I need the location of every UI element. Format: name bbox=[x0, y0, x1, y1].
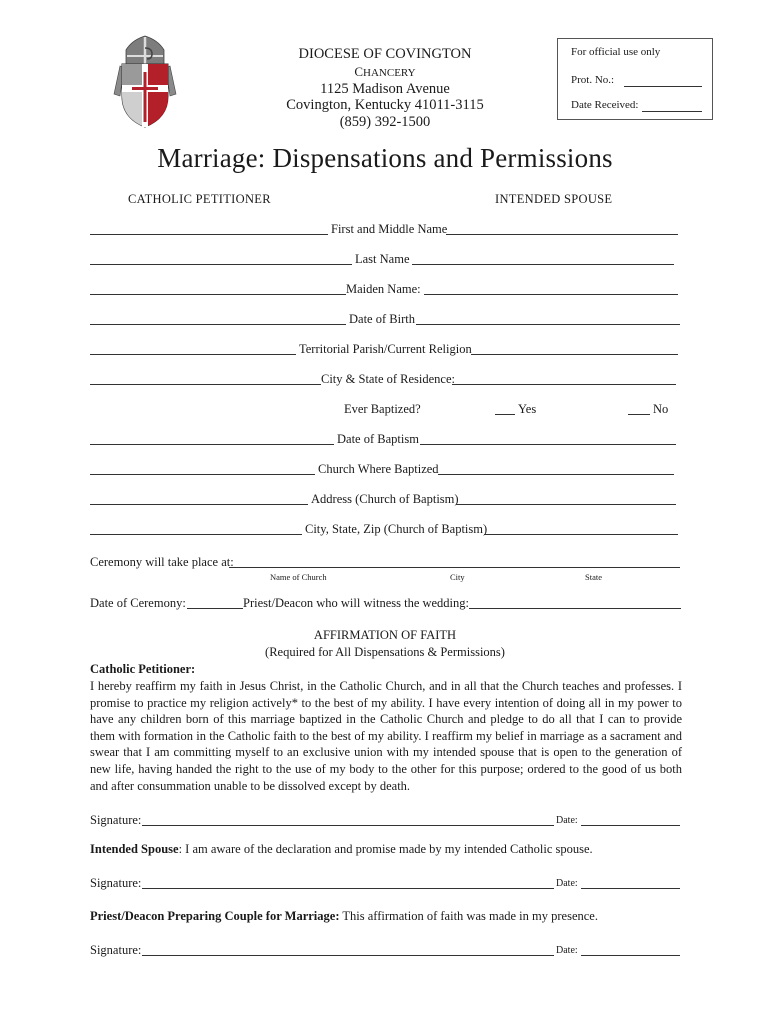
field-label: Date of Baptism bbox=[337, 432, 419, 446]
intended-spouse-header: INTENDED SPOUSE bbox=[495, 192, 613, 206]
field-label: Church Where Baptized bbox=[318, 462, 439, 476]
witness-label: Priest/Deacon who will witness the wedding: bbox=[243, 596, 470, 610]
petitioner-church-baptized-field[interactable] bbox=[90, 474, 315, 475]
ceremony-location-label: Ceremony will take place at: bbox=[90, 555, 234, 569]
affirmation-title: AFFIRMATION OF FAITH bbox=[313, 628, 457, 642]
petitioner-date-field[interactable] bbox=[581, 825, 680, 826]
field-label: Date of Birth bbox=[349, 312, 415, 326]
petitioner-first-middle-name-field[interactable] bbox=[90, 234, 328, 235]
priest-date-field[interactable] bbox=[581, 955, 680, 956]
spouse-church-city-field[interactable] bbox=[484, 534, 678, 535]
petitioner-date-of-birth-field[interactable] bbox=[90, 324, 346, 325]
baptized-no-field[interactable] bbox=[628, 414, 650, 415]
priest-signature-row bbox=[90, 943, 682, 959]
date-label: Date: bbox=[556, 815, 578, 826]
sub-label-state: State bbox=[585, 572, 602, 582]
signature-label: Signature: bbox=[90, 813, 142, 827]
petitioner-maiden-name-field[interactable] bbox=[90, 294, 346, 295]
field-label: Territorial Parish/Current Religion bbox=[299, 342, 472, 356]
petitioner-signature-row bbox=[90, 813, 682, 829]
field-label: Address (Church of Baptism) bbox=[311, 492, 459, 506]
petitioner-affirmation-text: I hereby reaffirm my faith in Jesus Christ, in the Catholic Church, and in all that the Church teaches and professes. I promise to practice my religion actively* to the best of my ability. I have every intention of doing all in my power to have any children born of this marriage baptized in the Catholic Church and pledge to do all that I can to provide them with formation in the Catholic faith to the best of my ability. I reaffirm my belief in marriage as a sacrament and swear that I am committing myself to an exclusive union with my intended spouse that is open to the generation of new life, having handed the right to the use of my body to the other for this purpose; ordered to the good of us both and after consummation unable to be dissolved except by death. bbox=[90, 679, 682, 793]
spouse-signature-field[interactable] bbox=[142, 888, 554, 889]
spouse-church-address-field[interactable] bbox=[456, 504, 676, 505]
date-label: Date: bbox=[556, 945, 578, 956]
witness-field[interactable] bbox=[469, 608, 681, 609]
baptized-yes-label: Yes bbox=[518, 402, 537, 416]
spouse-date-of-birth-field[interactable] bbox=[416, 324, 680, 325]
petitioner-date-of-baptism-field[interactable] bbox=[90, 444, 334, 445]
prot-no-field[interactable] bbox=[624, 86, 702, 87]
city-address: Covington, Kentucky 41011-3115 bbox=[286, 97, 484, 113]
official-use-title: For official use only bbox=[571, 46, 661, 58]
prot-no-label: Prot. No.: bbox=[571, 74, 615, 86]
petitioner-heading: Catholic Petitioner: bbox=[90, 662, 196, 676]
spouse-parish-religion-field[interactable] bbox=[471, 354, 678, 355]
field-label: Maiden Name: bbox=[346, 282, 421, 296]
spouse-date-of-baptism-field[interactable] bbox=[420, 444, 676, 445]
ceremony-date-label: Date of Ceremony: bbox=[90, 596, 186, 610]
spouse-text: : I am aware of the declaration and promise made by my intended Catholic spouse. bbox=[178, 842, 593, 856]
priest-signature-field[interactable] bbox=[142, 955, 554, 956]
baptized-no-label: No bbox=[653, 402, 669, 416]
priest-heading: Priest/Deacon Preparing Couple for Marriage: bbox=[90, 909, 340, 923]
field-label: Last Name bbox=[355, 252, 410, 266]
field-row-maiden-name bbox=[90, 282, 682, 298]
catholic-petitioner-header: CATHOLIC PETITIONER bbox=[128, 192, 271, 206]
ceremony-location-row bbox=[90, 555, 682, 571]
date-label: Date: bbox=[556, 878, 578, 889]
date-received-field[interactable] bbox=[642, 111, 702, 112]
spouse-signature-row bbox=[90, 876, 682, 892]
field-label: City & State of Residence: bbox=[321, 372, 456, 386]
petitioner-church-address-field[interactable] bbox=[90, 504, 308, 505]
ceremony-date-field[interactable] bbox=[187, 608, 243, 609]
street-address: 1125 Madison Avenue bbox=[320, 81, 450, 97]
petitioner-last-name-field[interactable] bbox=[90, 264, 352, 265]
affirmation-subtitle: (Required for All Dispensations & Permissions) bbox=[265, 645, 505, 659]
petitioner-parish-religion-field[interactable] bbox=[90, 354, 296, 355]
diocese-name: DIOCESE OF COVINGTON bbox=[298, 46, 472, 62]
diocese-crest-logo bbox=[112, 34, 178, 130]
petitioner-church-city-field[interactable] bbox=[90, 534, 302, 535]
field-row-residence bbox=[90, 372, 682, 388]
baptized-yes-field[interactable] bbox=[495, 414, 515, 415]
chancery-initial: C bbox=[354, 64, 364, 79]
field-row-ever-baptized bbox=[90, 402, 682, 418]
petitioner-residence-field[interactable] bbox=[90, 384, 321, 385]
spouse-statement bbox=[90, 842, 593, 857]
petitioner-signature-field[interactable] bbox=[142, 825, 554, 826]
signature-label: Signature: bbox=[90, 876, 142, 890]
sub-label-city: City bbox=[450, 572, 465, 582]
priest-statement bbox=[90, 909, 598, 924]
spouse-date-field[interactable] bbox=[581, 888, 680, 889]
phone-number: (859) 392-1500 bbox=[339, 114, 431, 130]
spouse-first-middle-name-field[interactable] bbox=[446, 234, 678, 235]
spouse-heading: Intended Spouse bbox=[90, 842, 179, 856]
date-received-label: Date Received: bbox=[571, 99, 639, 111]
form-title: Marriage: Dispensations and Permissions bbox=[157, 143, 613, 173]
spouse-church-baptized-field[interactable] bbox=[438, 474, 674, 475]
field-row-last-name bbox=[90, 252, 682, 268]
ceremony-location-field[interactable] bbox=[229, 567, 680, 568]
chancery-rest: HANCERY bbox=[363, 67, 416, 79]
field-row-first-middle-name bbox=[90, 222, 682, 238]
field-label: City, State, Zip (Church of Baptism) bbox=[305, 522, 488, 536]
priest-text: This affirmation of faith was made in my presence. bbox=[339, 909, 598, 923]
official-use-box bbox=[557, 38, 713, 120]
field-row-date-of-birth bbox=[90, 312, 682, 328]
ever-baptized-label: Ever Baptized? bbox=[344, 402, 421, 416]
spouse-last-name-field[interactable] bbox=[412, 264, 674, 265]
ceremony-date-row bbox=[90, 596, 682, 612]
field-row-date-of-baptism bbox=[90, 432, 682, 448]
spouse-maiden-name-field[interactable] bbox=[424, 294, 678, 295]
signature-label: Signature: bbox=[90, 943, 142, 957]
field-row-church-baptized bbox=[90, 462, 682, 478]
spouse-residence-field[interactable] bbox=[452, 384, 676, 385]
sub-label-church: Name of Church bbox=[270, 572, 327, 582]
field-label: First and Middle Name bbox=[331, 222, 448, 236]
field-row-parish-religion bbox=[90, 342, 682, 358]
field-row-church-address bbox=[90, 492, 682, 508]
field-row-church-city-state-zip bbox=[90, 522, 682, 538]
